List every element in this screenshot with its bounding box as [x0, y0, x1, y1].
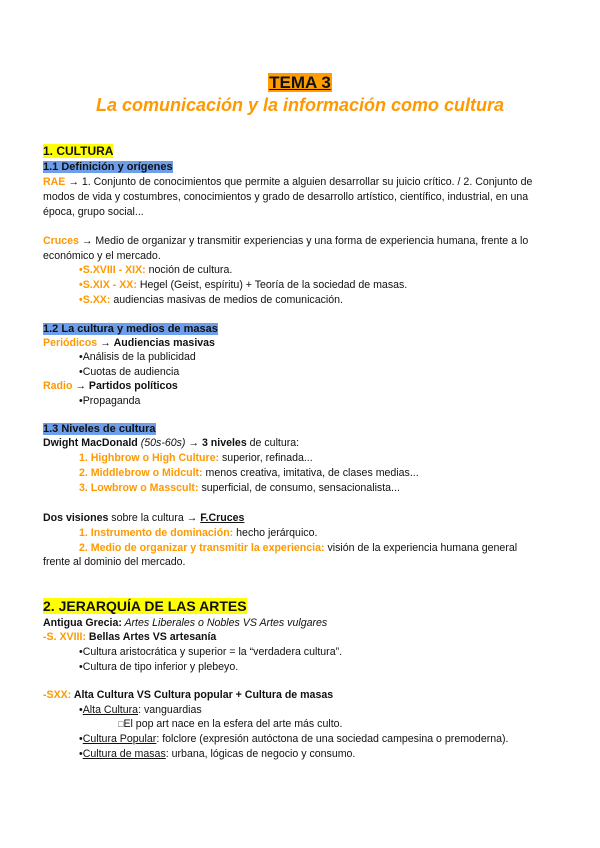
item-text: Hegel (Geist, espíritu) + Teoría de la sociedad de masas. — [136, 279, 408, 291]
author-name: Dwight MacDonald — [43, 437, 138, 449]
heading-text: 1.2 La cultura y medios de masas — [43, 323, 218, 335]
cruces-label: Cruces — [43, 235, 79, 247]
item-text: audiencias masivas de medios de comunicación. — [110, 294, 343, 306]
arrow-icon: → — [72, 380, 89, 392]
rae-label: RAE — [43, 176, 66, 188]
item-text: superficial, de consumo, sensacionalista... — [198, 482, 400, 494]
sxx-line — [43, 689, 333, 702]
grecia-label: Antigua Grecia: — [43, 617, 122, 629]
item-text: noción de cultura. — [145, 264, 233, 276]
macdonald-line — [43, 437, 299, 450]
section-heading-jerarquia — [43, 600, 247, 615]
heading-text: 2. JERARQUÍA DE LAS ARTES — [43, 598, 247, 614]
item-label: 3. Lowbrow o Masscult: — [79, 482, 199, 494]
rae-definition-line — [43, 176, 532, 189]
radio-line — [43, 380, 178, 393]
sub-list-item — [118, 718, 343, 731]
bullet-icon: • — [79, 748, 83, 760]
list-item — [79, 264, 232, 277]
item-label: •S.XIX - XX: — [79, 279, 137, 291]
item-label: Alta Cultura — [82, 704, 139, 716]
arrow-icon: → — [97, 337, 114, 349]
item-text: : folclore (expresión autóctona de una sociedad campesina o premoderna). — [156, 733, 509, 745]
cruces-definition-line: económico y el mercado. — [43, 250, 161, 262]
sxx-text: Alta Cultura VS Cultura popular + Cultura de masas — [71, 689, 334, 701]
grecia-line — [43, 617, 327, 630]
list-item — [79, 748, 355, 761]
visiones-line — [43, 512, 244, 525]
item-text: menos creativa, imitativa, de clases medias... — [202, 467, 419, 479]
rae-text: 1. Conjunto de conocimientos que permite a alguien desarrollar su juicio crítico. / 2. Conjunto de — [81, 176, 533, 188]
heading-text: 1.3 Niveles de cultura — [43, 423, 156, 435]
list-item: •Análisis de la publicidad — [79, 351, 196, 363]
list-item — [79, 294, 343, 307]
periodicos-value: Audiencias masivas — [113, 337, 215, 349]
title-text: TEMA 3 — [269, 73, 331, 92]
cruces-reference: F.Cruces — [200, 512, 245, 524]
heading-text: 1. CULTURA — [43, 144, 114, 158]
item-label: Cultura de masas — [82, 748, 166, 760]
cruces-text: Medio de organizar y transmitir experiencias y una forma de experiencia humana, frente a lo — [95, 235, 529, 247]
page-title — [0, 73, 600, 92]
item-text: superior, refinada... — [219, 452, 313, 464]
years-text: (50s-60s) — [140, 437, 186, 449]
rae-definition-line: modos de vida y costumbres, conocimientos y grado de desarrollo artístico, científico, industrial, en una — [43, 191, 529, 203]
levels-bold: 3 niveles — [201, 437, 247, 449]
item-label: 2. Medio de organizar y transmitir la experiencia: — [79, 542, 325, 554]
item-label: 2. Middlebrow o Midcult: — [79, 467, 203, 479]
item-label: Cultura Popular — [82, 733, 157, 745]
list-item-continuation: frente al dominio del mercado. — [43, 556, 186, 568]
list-item: •Cuotas de audiencia — [79, 366, 180, 378]
s18-line — [43, 631, 216, 644]
subsection-heading-definicion — [43, 161, 173, 174]
subsection-heading-niveles — [43, 423, 156, 436]
visions-bold: Dos visiones — [43, 512, 109, 524]
grecia-text: Artes Liberales o Nobles VS Artes vulgares — [121, 617, 328, 629]
radio-value: Partidos políticos — [88, 380, 178, 392]
arrow-icon: → — [65, 176, 82, 188]
arrow-icon: → — [78, 235, 96, 247]
list-item — [79, 279, 407, 292]
square-bullet-icon: □ — [118, 719, 124, 729]
subsection-heading-medios — [43, 323, 218, 336]
item-label: 1. Highbrow o High Culture: — [79, 452, 220, 464]
list-item — [79, 527, 317, 540]
list-item — [79, 733, 509, 746]
item-text: : urbana, lógicas de negocio y consumo. — [165, 748, 356, 760]
item-label: 1. Instrumento de dominación: — [79, 527, 234, 539]
item-text: visión de la experiencia humana general — [324, 542, 518, 554]
cruces-definition-line — [43, 235, 528, 248]
bullet-icon: • — [79, 704, 83, 716]
list-item — [79, 542, 517, 555]
section-heading-cultura — [43, 145, 113, 159]
list-item: •Propaganda — [79, 395, 141, 407]
sxx-label: -SXX: — [43, 689, 72, 701]
list-item: •Cultura aristocrática y superior = la “verdadera cultura”. — [79, 646, 343, 658]
s18-text: Bellas Artes VS artesanía — [85, 631, 217, 643]
rae-definition-line: época, grupo social... — [43, 206, 144, 218]
item-text: : vanguardias — [138, 704, 202, 716]
periodicos-line — [43, 337, 215, 350]
page-subtitle: La comunicación y la información como cultura — [95, 95, 505, 115]
radio-label: Radio — [43, 380, 73, 392]
item-label: •S.XVIII - XIX: — [79, 264, 146, 276]
heading-text: 1.1 Definición y orígenes — [43, 161, 173, 173]
list-item — [79, 452, 313, 465]
visions-text: sobre la cultura → — [108, 512, 201, 524]
arrow-icon: → — [185, 437, 202, 449]
list-item — [79, 482, 400, 495]
item-text: El pop art nace en la esfera del arte más culto. — [123, 718, 343, 730]
s18-label: -S. XVIII: — [43, 631, 86, 643]
list-item — [79, 704, 202, 717]
levels-text: de cultura: — [246, 437, 300, 449]
periodicos-label: Periódicos — [43, 337, 98, 349]
list-item — [79, 467, 419, 480]
bullet-icon: • — [79, 733, 83, 745]
list-item: •Cultura de tipo inferior y plebeyo. — [79, 661, 239, 673]
item-label: •S.XX: — [79, 294, 111, 306]
item-text: hecho jerárquico. — [233, 527, 318, 539]
